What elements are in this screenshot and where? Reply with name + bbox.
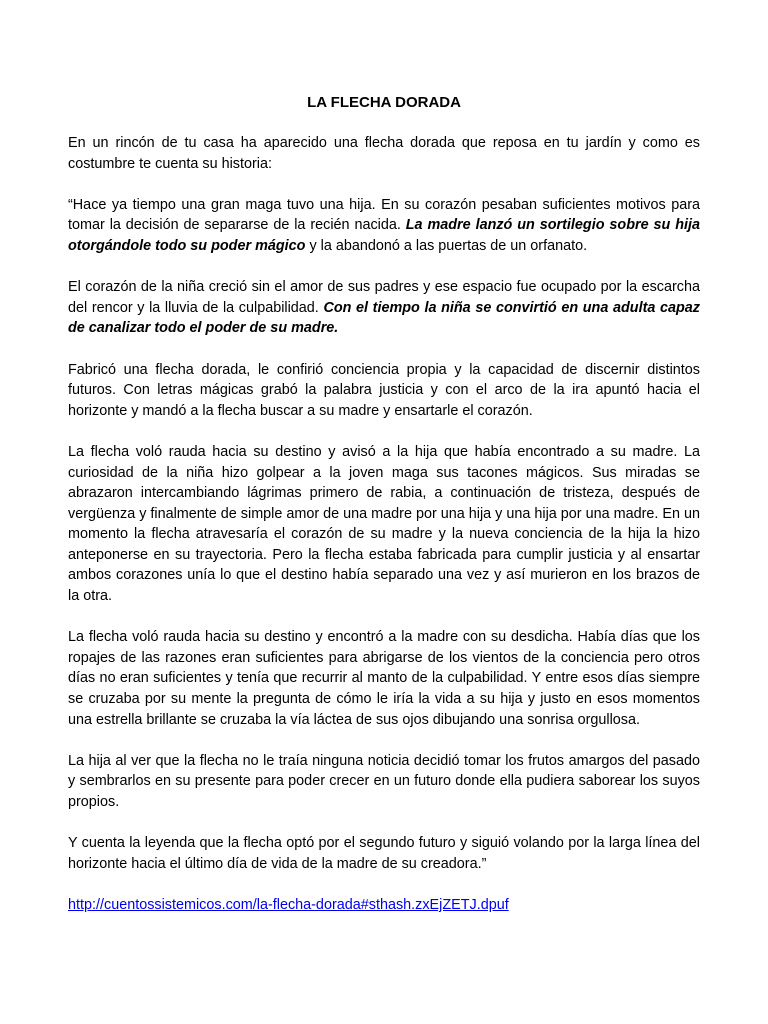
document-title: LA FLECHA DORADA <box>307 94 461 111</box>
paragraph-corazon <box>68 277 700 339</box>
paragraph-fabrico: Fabricó una flecha dorada, le confirió conciencia propia y la capacidad de discernir distintos futuros. Con letras mágicas grabó la palabra justicia y con el arco de la ira apuntó hacia el horizonte y mandó a la flecha buscar a su madre y ensartarle el corazón. <box>68 361 700 419</box>
paragraph-frutos: La hija al ver que la flecha no le traía ninguna noticia decidió tomar los frutos amargos del pasado y sembrarlos en su presente para poder crecer en un futuro donde ella pudiera saborear los suyos propios. <box>68 752 700 810</box>
paragraph-maga-text-start: “Hace ya tiempo una gran maga tuvo una hija. En su corazón pesaban suficientes motivos para tomar la decisión de separarse de la recién nacida. <box>68 196 700 234</box>
paragraph-vuelo-hija: La flecha voló rauda hacia su destino y avisó a la hija que había encontrado a su madre. La curiosidad de la niña hizo golpear a la joven maga sus tacones mágicos. Sus miradas se abrazaron intercambiando lágrimas primero de rabia, a continuación de tristeza, después de vergüenza y finalmente de simple amor de una madre por una hija y una hija por una madre. En un momento la flecha atravesaría el corazón de su madre y la nueva conciencia de la hija la hizo anteponerse en su trayectoria. Pero la flecha estaba fabricada para cumplir justicia y al ensartar ambos corazones unía lo que el destino había separado una vez y así murieron en los brazos de la otra. <box>68 443 700 605</box>
paragraph-vuelo-madre: La flecha voló rauda hacia su destino y encontró a la madre con su desdicha. Había días que los ropajes de las razones eran suficientes para abrigarse de los vientos de la conciencia pero otros días no eran suficientes y tenía que recurrir al manto de la culpabilidad. Y entre esos días siempre se cruzaba por su mente la pregunta de cómo le iría la vida a su hija y justo en esos momentos una estrella brillante se cruzaba la vía láctea de sus ojos dibujando una sonrisa orgullosa. <box>68 629 700 728</box>
paragraph-corazon-text-start: El corazón de la niña creció sin el amor de sus padres y ese espacio fue ocupado por la escarcha del rencor y la lluvia de la culpabilidad. <box>68 279 700 316</box>
paragraph-maga <box>68 195 700 257</box>
paragraph-maga-emphasis: La madre lanzó un sortilegio sobre su hija otorgándole todo su poder mágico <box>68 217 700 254</box>
paragraph-corazon-emphasis: Con el tiempo la niña se convirtió en una adulta capaz de canalizar todo el poder de su madre. <box>68 299 700 337</box>
source-link[interactable]: http://cuentossistemicos.com/la-flecha-dorada#sthash.zxEjZETJ.dpuf <box>68 896 509 913</box>
paragraph-leyenda: Y cuenta la leyenda que la flecha optó por el segundo futuro y siguió volando por la larga línea del horizonte hacia el último día de vida de la madre de su creadora.” <box>68 835 700 872</box>
paragraph-maga-text-end: y la abandonó a las puertas de un orfanato. <box>305 237 588 254</box>
document-page <box>68 93 700 916</box>
paragraph-intro: En un rincón de tu casa ha aparecido una flecha dorada que reposa en tu jardín y como es costumbre te cuenta su historia: <box>68 135 700 172</box>
